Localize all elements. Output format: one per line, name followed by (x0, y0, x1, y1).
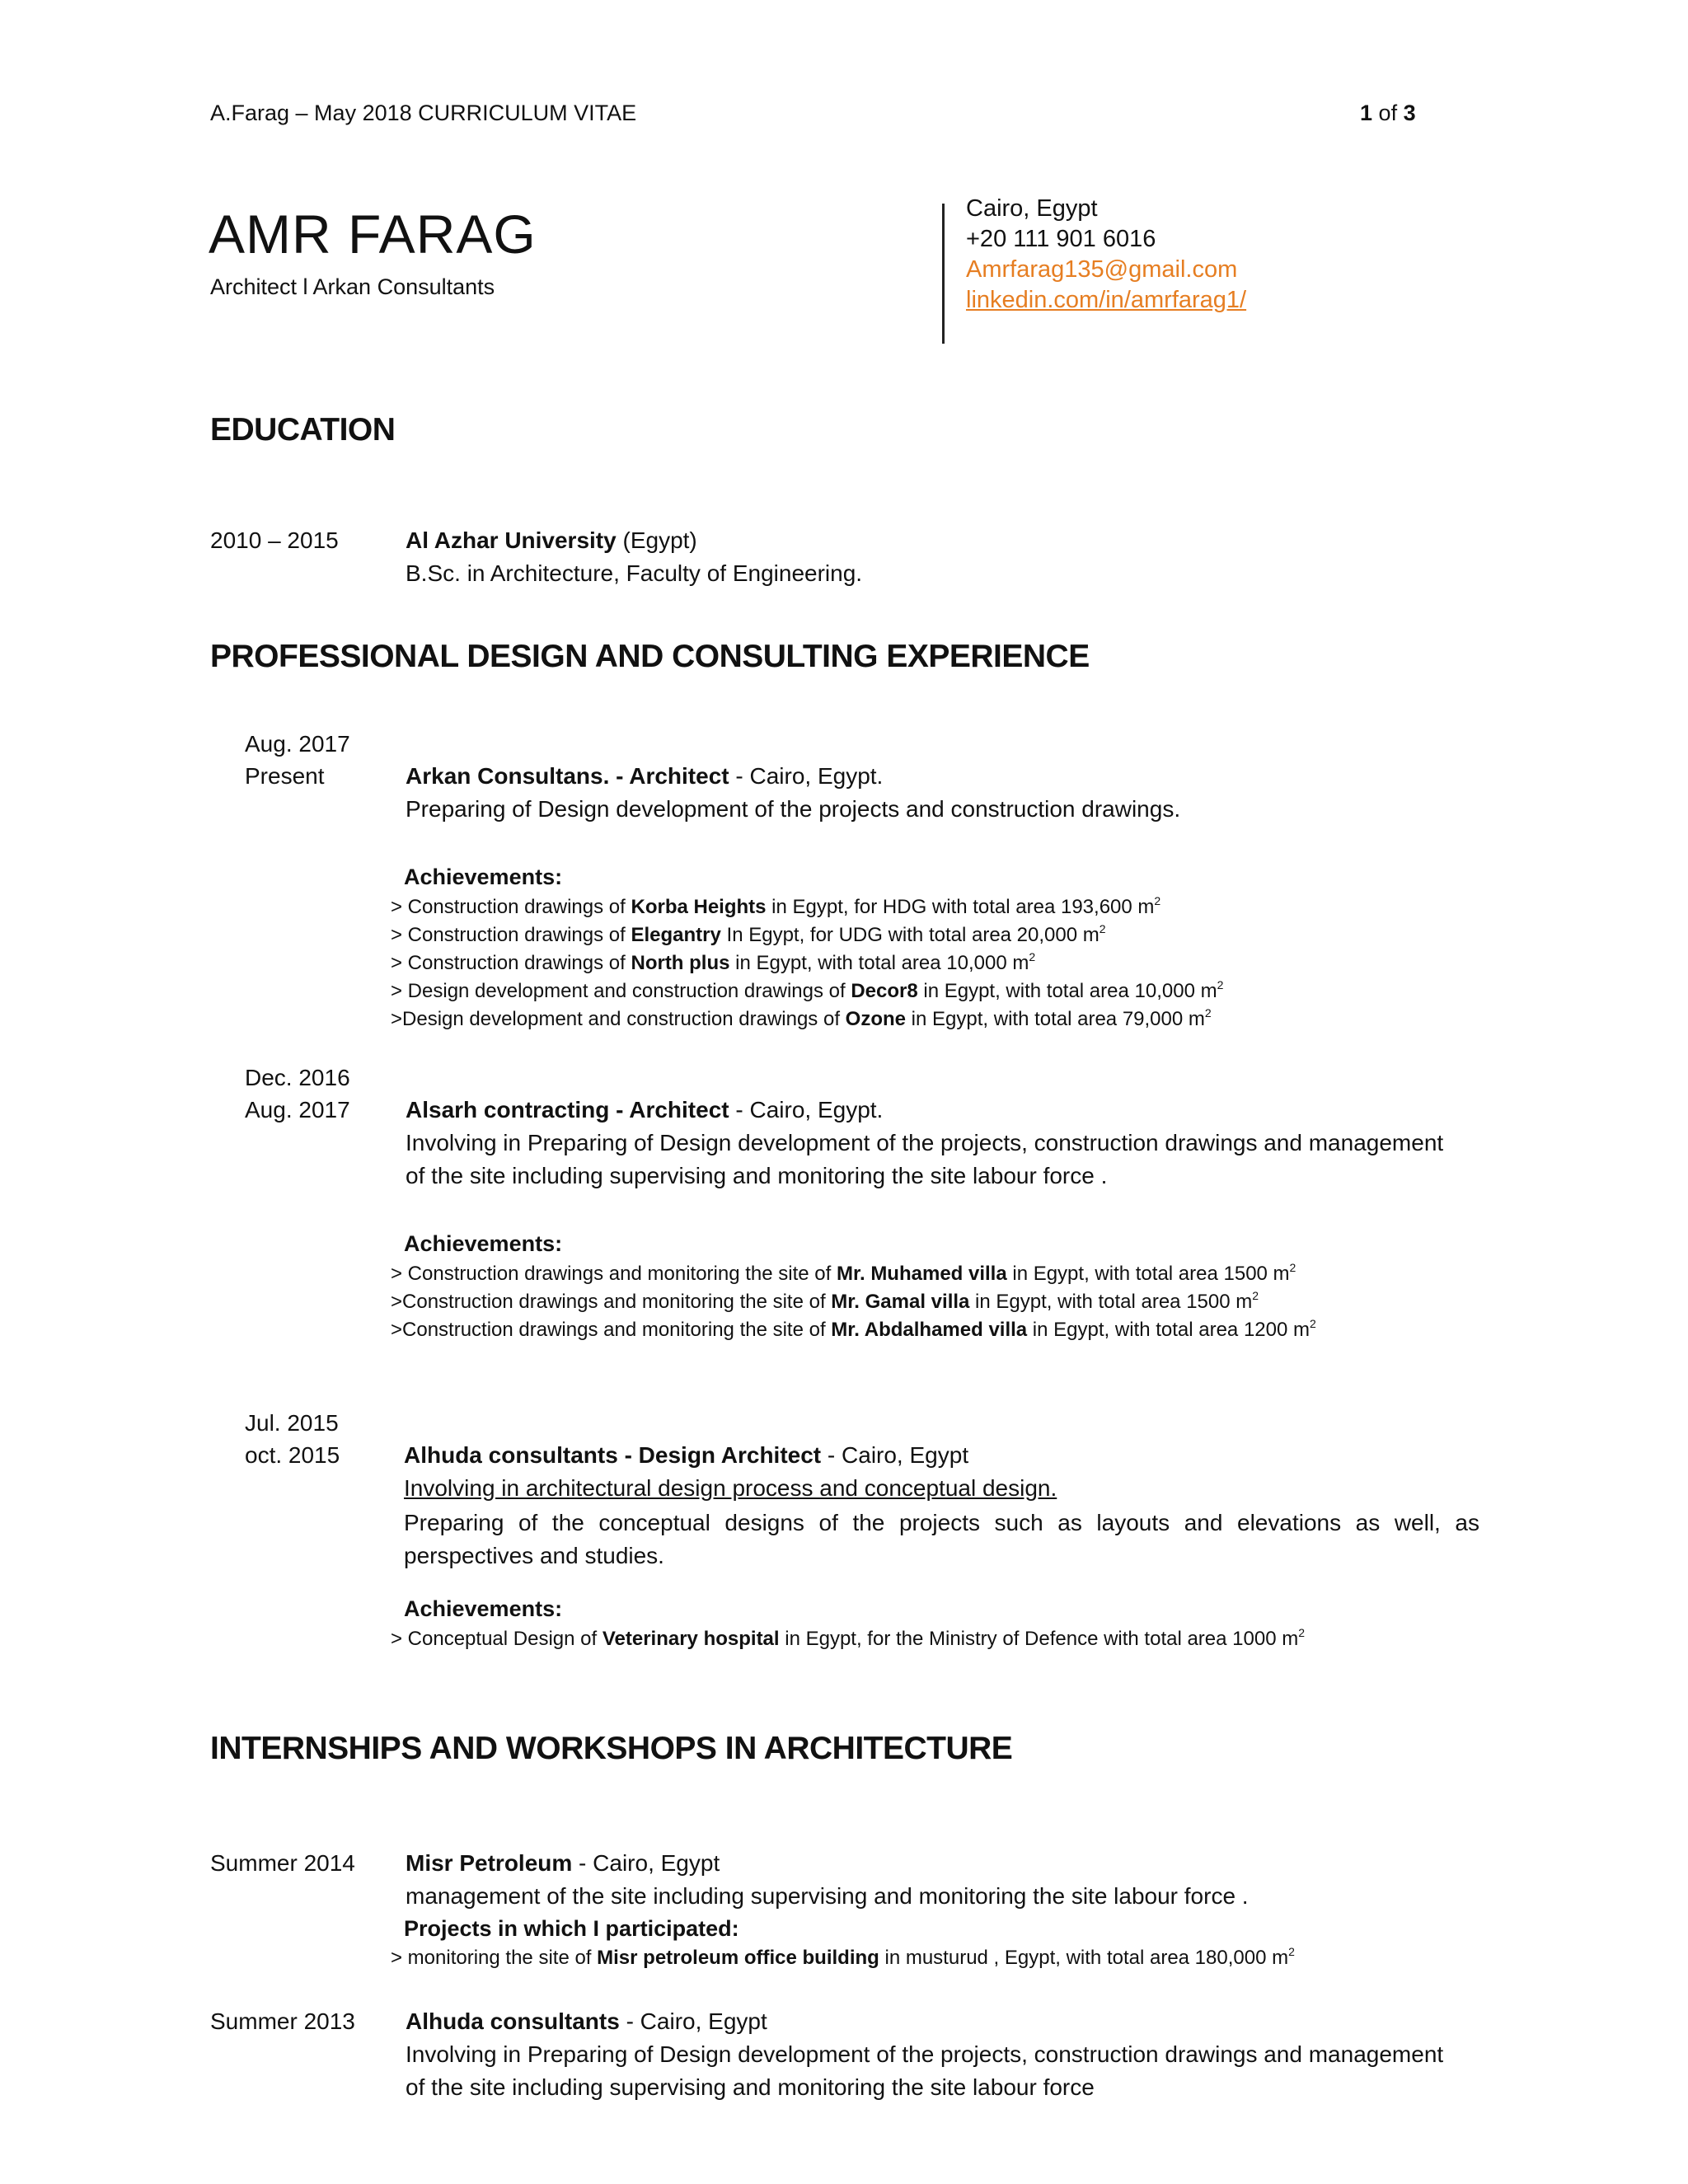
job-location: - Cairo, Egypt (821, 1442, 969, 1468)
job-location: - Cairo, Egypt. (729, 1097, 884, 1122)
list-item: > monitoring the site of Misr petroleum office building in musturud , Egypt, with total area 180,000 $m^2$ (391, 1945, 1295, 1969)
contact-email-link[interactable]: Amrfarag135@gmail.com (966, 256, 1238, 283)
job-company: Arkan Consultans. - Architect (406, 763, 729, 789)
internships-heading: INTERNSHIPS AND WORKSHOPS IN ARCHITECTURE (210, 1731, 1013, 1766)
internship-description: management of the site including supervising and monitoring the site labour force . (406, 1883, 1249, 1909)
internship-company: Misr Petroleum (406, 1850, 573, 1876)
list-item: > Construction drawings of Elegantry In Egypt, for UDG with total area 20,000 $m^2$ (391, 922, 1106, 946)
achievements-label: Achievements: (404, 1231, 563, 1256)
page-of: of (1378, 101, 1398, 125)
list-item: > Design development and construction drawings of Decor8 in Egypt, with total area 10,000 $m^2$ (391, 978, 1224, 1002)
education-date: 2010 – 2015 (210, 527, 339, 553)
list-item: >Construction drawings and monitoring the site of Mr. Abdalhamed villa in Egypt, with total area 1200 $m^2$ (391, 1317, 1316, 1341)
job-date-end: oct. 2015 (245, 1442, 340, 1468)
experience-heading: PROFESSIONAL DESIGN AND CONSULTING EXPERIENCE (210, 639, 1090, 674)
job-date-start: Jul. 2015 (245, 1410, 339, 1436)
internship-description-line1: Involving in Preparing of Design development of the projects, construction drawings and management (406, 2041, 1444, 2067)
job-company: Alhuda consultants - Design Architect (404, 1442, 822, 1468)
education-school (406, 527, 697, 554)
list-item: > Conceptual Design of Veterinary hospital in Egypt, for the Ministry of Defence with total area 1000 $m^2$ (391, 1626, 1306, 1650)
contact-divider (942, 204, 945, 344)
projects-label: Projects in which I participated: (404, 1916, 739, 1941)
job-description-line2: of the site including supervising and monitoring the site labour force . (406, 1163, 1108, 1188)
contact-block (966, 194, 1246, 316)
internship-location: - Cairo, Egypt (572, 1850, 720, 1876)
list-item: > Construction drawings of North plus in Egypt, with total area 10,000 $m^2$ (391, 950, 1036, 974)
page-header-title: A.Farag – May 2018 CURRICULUM VITAE (210, 101, 637, 125)
job-description: Preparing of the conceptual designs of the projects such as layouts and elevations as well, as perspectives and studies. (404, 1510, 1479, 1568)
job-description-underlined: Involving in architectural design process and conceptual design. (404, 1475, 1057, 1501)
job-title (404, 1442, 968, 1469)
job-title (406, 1097, 883, 1123)
internship-location: - Cairo, Egypt (619, 2008, 767, 2034)
job-title (406, 763, 883, 790)
job-company: Alsarh contracting - Architect (406, 1097, 729, 1122)
school-name: Al Azhar University (406, 527, 617, 553)
list-item: > Construction drawings of Korba Heights in Egypt, for HDG with total area 193,600 $m^2$ (391, 894, 1161, 918)
page-total: 3 (1403, 101, 1416, 125)
school-country: (Egypt) (616, 527, 697, 553)
education-heading: EDUCATION (210, 412, 396, 448)
achievements-label: Achievements: (404, 1596, 563, 1621)
list-item: > Construction drawings and monitoring the site of Mr. Muhamed villa in Egypt, with total area 1500 $m^2$ (391, 1261, 1296, 1285)
list-item: >Design development and construction drawings of Ozone in Egypt, with total area 79,000 $m^2$ (391, 1006, 1212, 1030)
internship-description-line2: of the site including supervising and monitoring the site labour force (406, 2074, 1095, 2100)
internship-date: Summer 2014 (210, 1850, 355, 1876)
education-degree: B.Sc. in Architecture, Faculty of Engineering. (406, 560, 863, 586)
job-description: Preparing of Design development of the projects and construction drawings. (406, 796, 1181, 822)
internship-title (406, 2008, 767, 2035)
page-number (1360, 101, 1416, 126)
job-description-line1: Involving in Preparing of Design development of the projects, construction drawings and management (406, 1130, 1444, 1155)
page-current: 1 (1360, 101, 1373, 125)
contact-phone: +20 111 901 6016 (966, 226, 1156, 252)
internship-date: Summer 2013 (210, 2008, 355, 2034)
candidate-title: Architect l Arkan Consultants (210, 274, 495, 299)
job-date-end: Aug. 2017 (245, 1097, 350, 1122)
internship-company: Alhuda consultants (406, 2008, 620, 2034)
job-location: - Cairo, Egypt. (729, 763, 884, 789)
contact-location: Cairo, Egypt (966, 195, 1098, 222)
job-date-end: Present (245, 763, 325, 789)
achievements-label: Achievements: (404, 865, 563, 889)
job-date-start: Aug. 2017 (245, 731, 350, 757)
contact-linkedin-link[interactable]: linkedin.com/in/amrfarag1/ (966, 287, 1247, 313)
list-item: >Construction drawings and monitoring the site of Mr. Gamal villa in Egypt, with total area 1500 $m^2$ (391, 1289, 1259, 1313)
internship-title (406, 1850, 720, 1877)
job-date-start: Dec. 2016 (245, 1065, 350, 1090)
candidate-name: AMR FARAG (209, 204, 537, 265)
